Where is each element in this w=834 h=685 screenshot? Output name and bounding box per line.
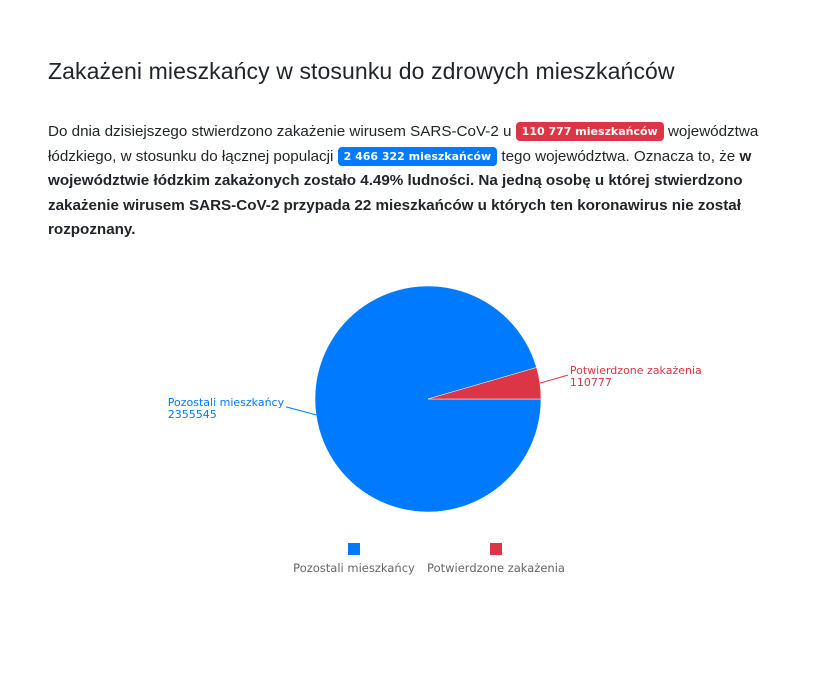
data-label-value-potwierdzone-zakazenia: 110777 <box>569 376 612 390</box>
data-label-value-pozostali-mieszkancy: 2355545 <box>167 407 217 421</box>
data-label-name-pozostali-mieszkancy: Pozostali mieszkańcy <box>167 395 285 409</box>
legend-swatch-pozostali-mieszkancy <box>348 543 360 555</box>
legend-swatch-potwierdzone-zakazenia <box>490 543 502 555</box>
summary-bold-text: w województwie łódzkim zakażonych zostało 4.49% ludności. Na jedną osobę u której stwierdzono zakażenie wirusem SARS-CoV-2 przypada 22 mieszkańców u których ten koronawirus nie został rozpoznany. <box>48 147 752 238</box>
legend-label-pozostali-mieszkancy: Pozostali mieszkańcy <box>293 561 415 575</box>
leader-line-potwierdzone-zakazenia <box>540 375 568 383</box>
data-label-name-potwierdzone-zakazenia: Potwierdzone zakażenia <box>569 364 702 378</box>
page-title: Zakażeni mieszkańcy w stosunku do zdrowych mieszkańców <box>48 58 675 84</box>
population-count-badge: 2 466 322 mieszkańców <box>338 147 498 166</box>
summary-text-2: województwa łódzkiego, w stosunku do łącznej populacji <box>48 123 759 165</box>
infected-count-badge: 110 777 mieszkańców <box>516 122 664 141</box>
summary-text-3: tego województwa. Oznacza to, że <box>501 147 736 165</box>
leader-line-pozostali-mieszkancy <box>286 407 316 415</box>
summary-text-1: Do dnia dzisiejszego stwierdzono zakażenie wirusem SARS-CoV-2 u <box>48 123 512 140</box>
legend-label-potwierdzone-zakazenia: Potwierdzone zakażenia <box>427 561 565 575</box>
